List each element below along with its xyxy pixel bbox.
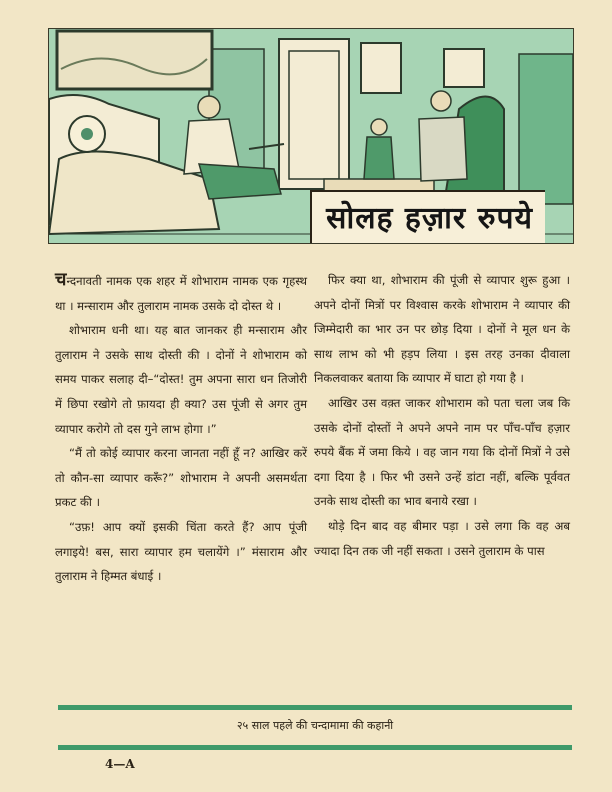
paragraph: [55, 268, 307, 318]
right-text-column: [314, 268, 570, 563]
page-number: 4—A: [105, 757, 135, 771]
left-text-column: [55, 268, 307, 589]
paragraph: फिर क्या था, शोभाराम की पूंजी से व्यापार शुरू हुआ । अपने दोनों मित्रों पर विश्वास करके शोभाराम ने व्यापार की जिम्मेदारी का भार उन पर छोड़ दिया । दोनों ने मूल धन के साथ लाभ को भी हड़प लिया । इस तरह उनका दीवाला निकलवाकर बताया कि व्यापार में घाटा हो गया है ।: [314, 273, 570, 386]
paragraph: आखिर उस वक़्त जाकर शोभाराम को पता चला जब कि उसके दोनों दोस्तों ने अपने अपने नाम पर पाँच-पाँच हज़ार रुपये बैंक में जमा किये । वह जान गया कि दोनों मित्रों ने उसे दगा दिया है । फिर भी उसने उन्हें डांटा नहीं, बल्कि पूर्ववत उनके साथ दोस्ती का भाव बनाये रखा ।: [314, 395, 570, 509]
footer-note: २५ साल पहले की चन्दामामा की कहानी: [236, 719, 394, 732]
paragraph-text: न्दनावती नामक एक शहर में शोभाराम नामक एक गृहस्थ था । मन्साराम और तुलाराम नामक उसके दो दोस्त थे ।: [55, 274, 307, 313]
story-title: सोलह हज़ार रुपये: [326, 201, 533, 236]
footer-rule-bottom: [58, 745, 572, 750]
paragraph: थोड़े दिन बाद वह बीमार पड़ा । उसे लगा कि वह अब ज्यादा दिन तक जी नहीं सकता । उसने तुलाराम के पास: [314, 518, 570, 558]
footer-rule-top: [58, 705, 572, 710]
paragraph: शोभाराम धनी था। यह बात जानकर ही मन्साराम और तुलाराम ने उसके साथ दोस्ती की । दोनों ने शोभाराम को समय पाकर सलाह दी–“दोस्त! तुम अपना सारा धन तिजोरी में छिपा रखोगे तो फ़ायदा ही क्या? उस पूंजी से अगर तुम व्यापार करोगे तो दस गुने लाभ होगा ।”: [55, 323, 307, 436]
story-title-box: [310, 190, 545, 243]
drop-cap: च: [55, 269, 67, 290]
paragraph: “उफ़! आप क्यों इसकी चिंता करते हैं? आप पूंजी लगाइये! बस, सारा व्यापार हम चलायेंगे ।” मंसाराम और तुलाराम ने हिम्मत बंधाई ।: [55, 519, 307, 584]
paragraph: “मैं तो कोई व्यापार करना जानता नहीं हूँ न? आखिर करें तो कौन-सा व्यापार करूँ?” शोभाराम ने अपनी असमर्थता प्रकट की ।: [55, 446, 307, 510]
story-illustration: [48, 28, 574, 244]
